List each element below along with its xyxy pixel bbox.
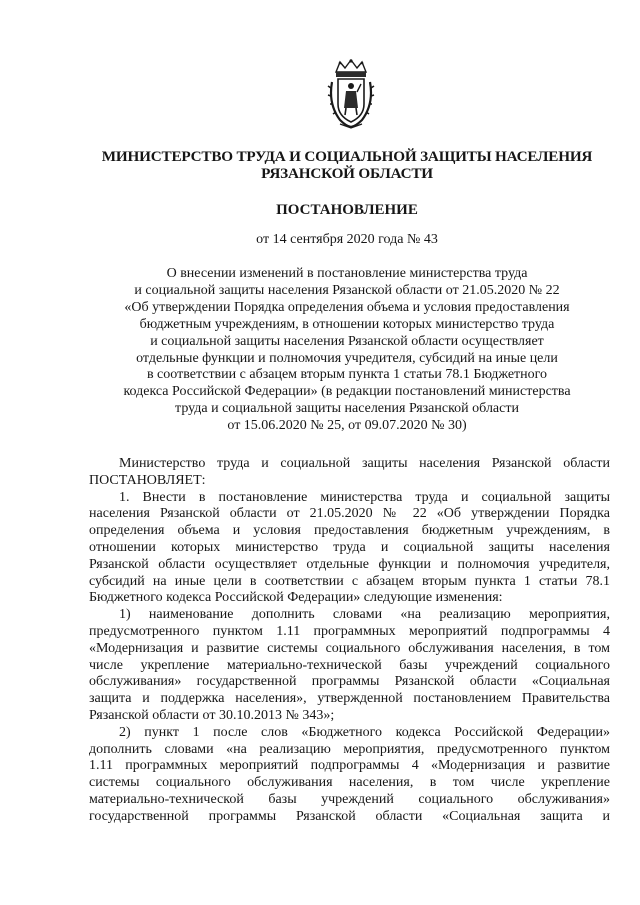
body-line: Рязанской области от 30.10.2013 № 343»; <box>89 707 335 723</box>
subject-line: в соответствии с абзацем вторым пункта 1 статьи 78.1 Бюджетного <box>146 367 548 383</box>
subject-line: «Об утверждении Порядка определения объема и условия предоставления <box>124 299 570 315</box>
body-line: 1. Внести в постановление министерства труда и социальной защиты <box>119 489 610 505</box>
subject-line: О внесении изменений в постановление министерства труда <box>166 266 528 281</box>
body-line: 1.11 программных мероприятий подпрограммы 4 «Модернизация и развитие <box>89 758 610 774</box>
body-line: 1) наименование дополнить словами «на реализацию мероприятия, <box>119 607 610 623</box>
body-line: числе укрепление материально-технической базы учреждений социального <box>89 657 610 673</box>
subject-line: кодекса Российской Федерации» (в редакции постановлений министерства <box>123 384 571 400</box>
body-line: системы социального обслуживания населения, в том числе укрепление <box>89 775 610 791</box>
body-line: материально-технической базы учреждений социального обслуживания» <box>89 791 610 807</box>
subject-line: бюджетным учреждениям, в отношении которых министерство труда <box>139 316 555 332</box>
body-line: предусмотренного пунктом 1.11 программных мероприятий подпрограммы 4 <box>89 623 610 639</box>
document-body <box>89 456 610 826</box>
body-line: 2) пункт 1 после слов «Бюджетного кодекса Российской Федерации» <box>119 724 610 740</box>
subject-line: отдельные функции и полномочия учредителя, субсидий на иные цели <box>136 350 558 366</box>
ministry-name <box>60 148 634 182</box>
body-line: дополнить словами «на реализацию мероприятия, предусмотренного пунктом <box>89 741 610 757</box>
body-line: Рязанской области осуществляет отдельные функции и полномочия учредителя, <box>89 556 610 572</box>
body-line: ПОСТАНОВЛЯЕТ: <box>89 472 206 488</box>
subject-line: от 15.06.2020 № 25, от 09.07.2020 № 30) <box>227 418 467 434</box>
subject-line: и социальной защиты населения Рязанской области от 21.05.2020 № 22 <box>134 282 560 298</box>
body-line: Министерство труда и социальной защиты населения Рязанской области <box>119 456 610 471</box>
subject-line: и социальной защиты населения Рязанской области осуществляет <box>150 333 544 349</box>
document-subject <box>70 266 624 435</box>
body-line: обслуживания» государственной программы Рязанской области «Социальная <box>89 674 610 690</box>
coat-of-arms-icon <box>326 58 376 130</box>
document-type: ПОСТАНОВЛЕНИЕ <box>276 202 418 218</box>
ministry-name-line: РЯЗАНСКОЙ ОБЛАСТИ <box>261 165 433 182</box>
ministry-name-line: МИНИСТЕРСТВО ТРУДА И СОЦИАЛЬНОЙ ЗАЩИТЫ НАСЕЛЕНИЯ <box>101 148 593 165</box>
body-line: населения Рязанской области от 21.05.2020 № 22 «Об утверждении Порядка <box>89 506 610 522</box>
body-line: отношении которых министерство труда и социальной защиты населения <box>89 539 610 555</box>
body-line: субсидий на иные цели в соответствии с абзацем вторым пункта 1 статьи 78.1 <box>89 573 610 589</box>
document-date-number: от 14 сентября 2020 года № 43 <box>256 232 438 247</box>
body-line: государственной программы Рязанской области «Социальная защита и <box>89 808 610 824</box>
body-line: защита и поддержка населения», утвержденной постановлением Правительства <box>89 691 610 707</box>
body-line: «Модернизация и развитие системы социального обслуживания населения, в том <box>89 640 610 656</box>
subject-line: труда и социальной защиты населения Рязанской области <box>175 401 519 417</box>
body-line: определения объема и условия предоставления бюджетным учреждениям, в <box>89 523 610 539</box>
body-line: Бюджетного кодекса Российской Федерации» следующие изменения: <box>89 590 503 606</box>
